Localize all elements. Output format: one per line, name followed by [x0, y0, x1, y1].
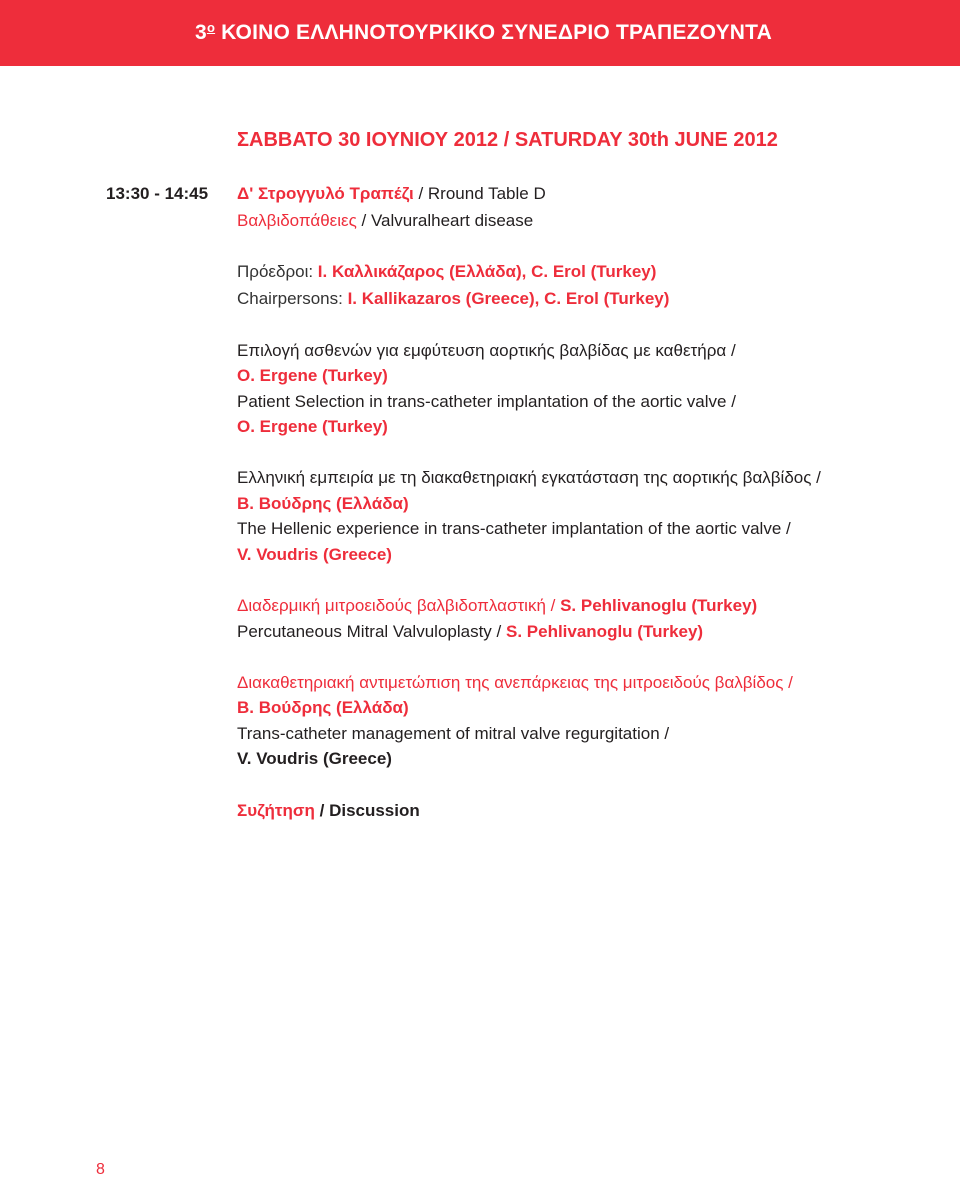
discussion: Συζήτηση / Discussion [237, 801, 420, 820]
talk4-greek-speaker: Β. Βούδρης (Ελλάδα) [237, 698, 409, 717]
chairs-greek: Πρόεδροι: Ι. Καλλικάζαρος (Ελλάδα), C. Erol (Turkey) [237, 262, 657, 281]
session-time: 13:30 - 14:45 [106, 184, 209, 203]
talk4-english: Trans-catheter management of mitral valve regurgitation / [237, 724, 670, 743]
talk2-english-speaker: V. Voudris (Greece) [237, 545, 392, 564]
talk1-english: Patient Selection in trans-catheter implantation of the aortic valve / [237, 392, 736, 411]
talk4-greek: Διακαθετηριακή αντιμετώπιση της ανεπάρκειας της μιτροειδούς βαλβίδος / [237, 673, 793, 692]
talk3-greek: Διαδερμική μιτροειδούς βαλβιδοπλαστική / S. Pehlivanoglu (Turkey) [237, 596, 758, 615]
talk1-greek: Επιλογή ασθενών για εμφύτευση αορτικής βαλβίδας με καθετήρα / [237, 341, 736, 360]
chairs-english: Chairpersons: I. Kallikazaros (Greece), C. Erol (Turkey) [237, 289, 670, 308]
talk3-english: Percutaneous Mitral Valvuloplasty / S. Pehlivanoglu (Turkey) [237, 622, 704, 641]
talk2-english: The Hellenic experience in trans-catheter implantation of the aortic valve / [237, 519, 791, 538]
session-topic: Βαλβιδοπάθειες / Valvuralheart disease [237, 211, 534, 230]
session-date: ΣΑΒΒΑΤΟ 30 ΙΟΥΝΙΟΥ 2012 / SATURDAY 30th JUNE 2012 [237, 129, 778, 151]
conference-title: $3^o$ ΚΟΙΝΟ ΕΛΛΗΝΟΤΟΥΡΚΙΚΟ ΣΥΝΕΔΡΙΟ ΤΡΑΠΕΖΟΥΝΤΑ [195, 20, 772, 44]
session-title: Δ' Στρογγυλό Τραπέζι / Rround Table D [237, 184, 546, 203]
header-bar [0, 0, 960, 66]
talk1-greek-speaker: O. Ergene (Turkey) [237, 366, 388, 385]
talk2-greek: Ελληνική εμπειρία με τη διακαθετηριακή εγκατάσταση της αορτικής βαλβίδος / [237, 468, 821, 487]
talk2-greek-speaker: Β. Βούδρης (Ελλάδα) [237, 494, 409, 513]
page-number: 8 [96, 1161, 105, 1178]
talk4-english-speaker: V. Voudris (Greece) [237, 749, 392, 768]
talk1-english-speaker: O. Ergene (Turkey) [237, 417, 388, 436]
